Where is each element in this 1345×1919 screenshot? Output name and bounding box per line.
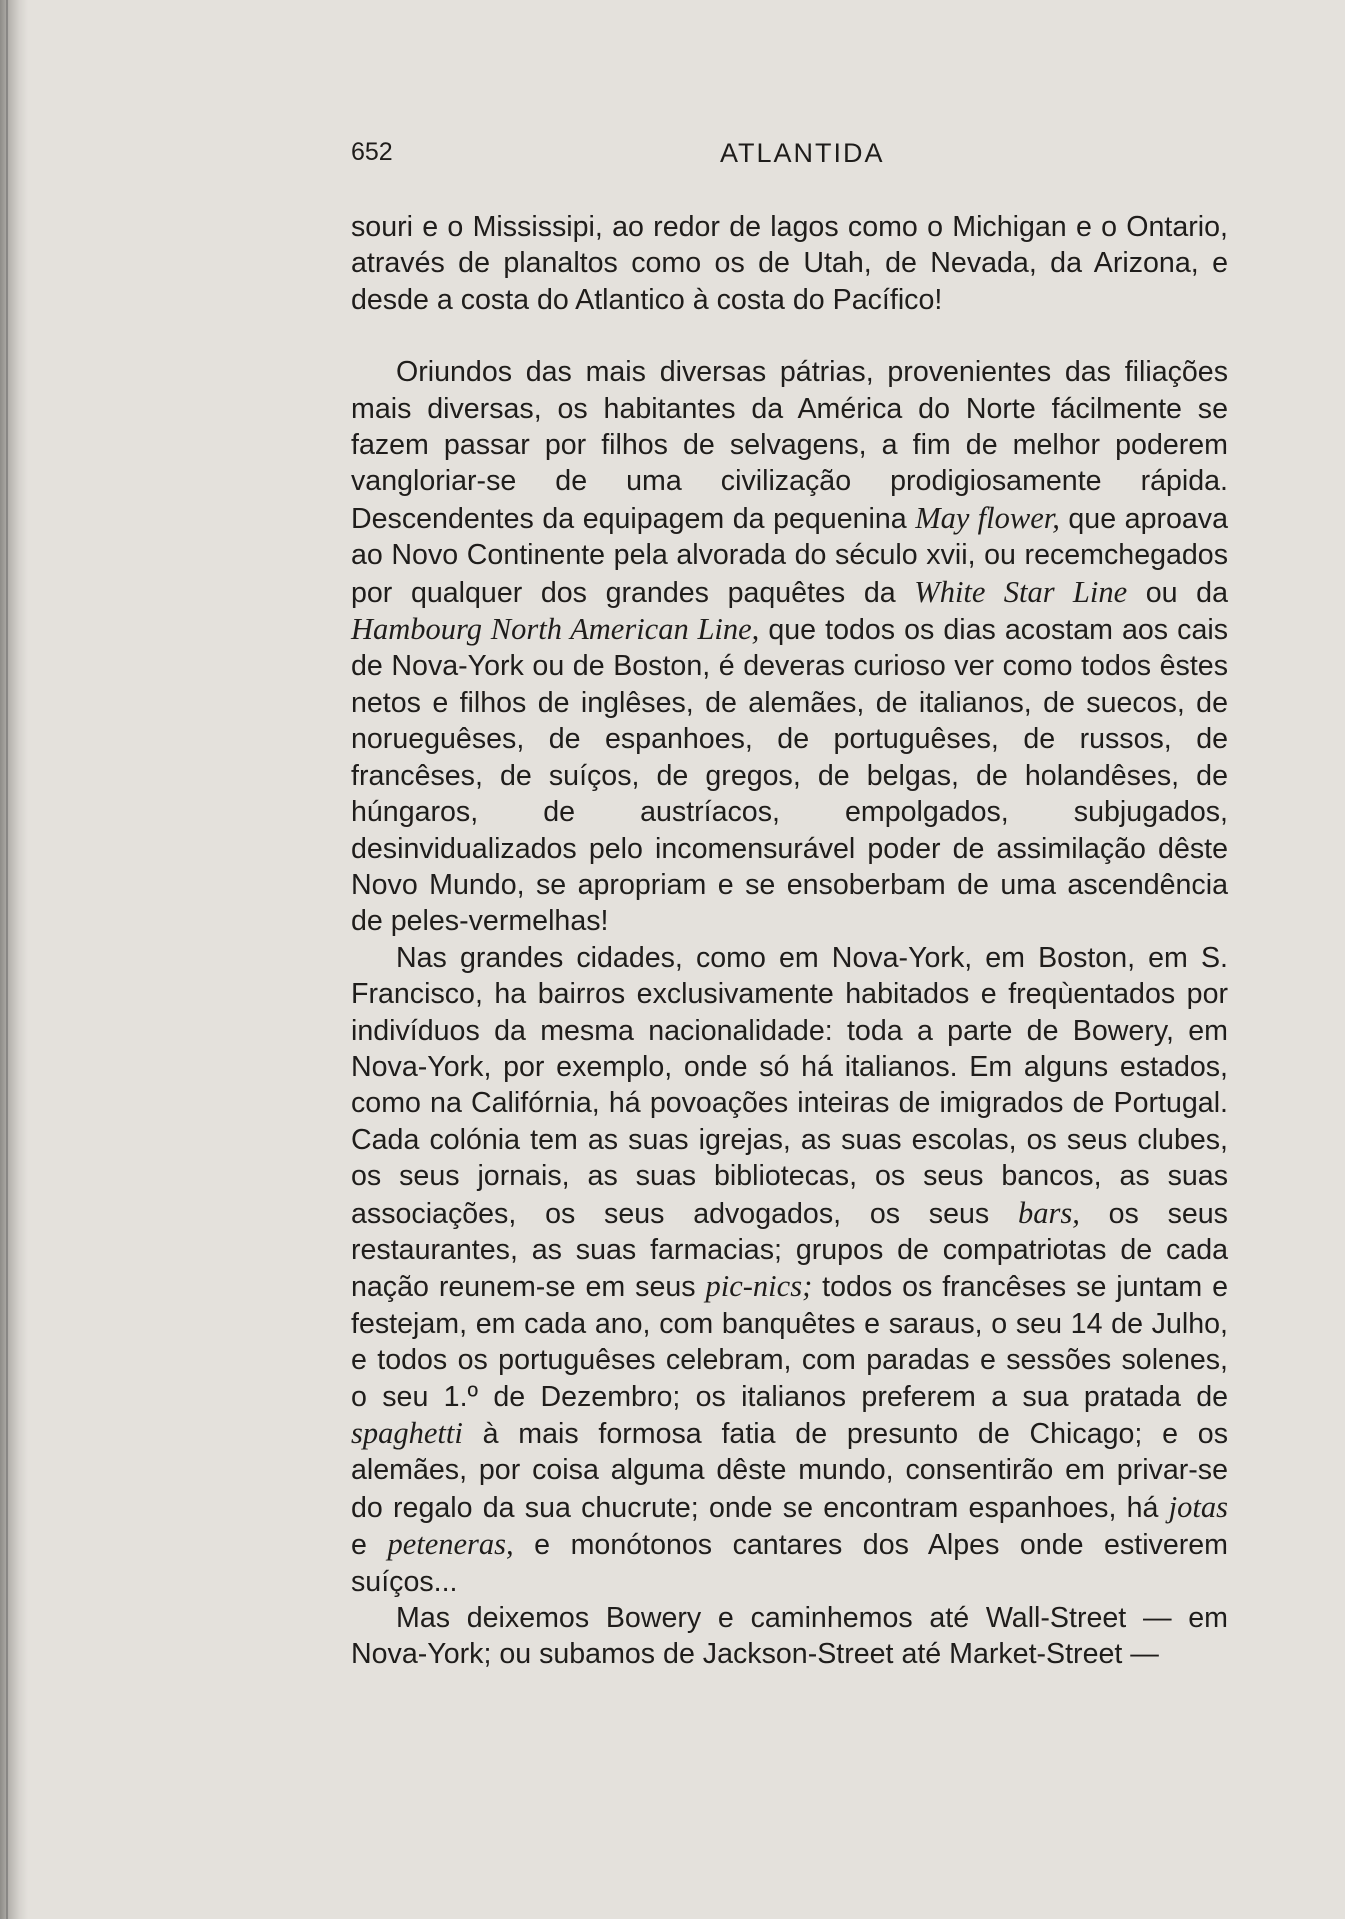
body-text — [351, 209, 1228, 1673]
italic-term: pic-nics; — [705, 1269, 813, 1304]
page-header — [351, 138, 1231, 178]
text-segment: que aproava ao Novo Continente pela alvorada do século xvii, ou recemchegados por qualquer dos grandes paquêtes da — [351, 502, 1228, 609]
text-segment: ou da — [1127, 576, 1228, 609]
paragraph-4 — [351, 1600, 1228, 1673]
binding-shadow-line — [6, 0, 8, 1919]
paragraph-3 — [351, 940, 1228, 1600]
running-title: ATLANTIDA — [720, 138, 885, 168]
italic-shipping-line: Hambourg North American Line, — [351, 612, 760, 647]
text-segment: todos os francêses se juntam e festejam, em cada ano, com banquêtes e saraus, o seu 14 de Julho, e todos os portuguêses celebram, com paradas e sessões solenes, o seu 1.º de Dezembro; os italianos preferem a sua pratada de — [351, 1271, 1228, 1413]
text-segment: e monótonos cantares dos Alpes onde estiverem suíços... — [351, 1529, 1228, 1598]
italic-term: jotas — [1168, 1489, 1228, 1524]
text-segment: Oriundos das mais diversas pátrias, provenientes das filiações mais diversas, os habitantes da América do Norte fácilmente se fazem passar por filhos de selvagens, a fim de melhor poderem vangloriar-se de uma civilização prodigiosamente rápida. Descendentes da equipagem da pequenina — [351, 356, 1228, 535]
text-segment: souri e o Mississipi, ao redor de lagos como o Michigan e o Ontario, através de planaltos como os de Utah, de Nevada, da Arizona, e desde a costa do Atlantico à costa do Pacífico! — [351, 211, 1228, 316]
page-number: 652 — [351, 138, 393, 166]
book-binding-edge — [0, 0, 28, 1919]
paragraph-2 — [351, 354, 1228, 940]
italic-shipping-line: White Star Line — [914, 574, 1128, 609]
text-segment: à mais formosa fatia de presunto de Chicago; e os alemães, por coisa alguma dêste mundo, consentirão em privar-se do regalo da sua chucrute; onde se encontram espanhoes, há — [351, 1418, 1228, 1524]
paragraph-1 — [351, 209, 1228, 318]
text-segment: os seus restaurantes, as suas farmacias; grupos de compatriotas de cada nação reunem-se em seus — [351, 1197, 1228, 1304]
italic-term: spaghetti — [351, 1416, 463, 1450]
text-segment: e — [351, 1529, 388, 1562]
text-segment: Nas grandes cidades, como em Nova-York, em Boston, em S. Francisco, ha bairros exclusivamente habitados e freqùentados por indivíduos da mesma nacionalidade: toda a parte de Bowery, em Nova-York, por exemplo, onde só há italianos. Em alguns estados, como na Califórnia, há povoações inteiras de imigrados de Portugal. Cada colónia tem as suas igrejas, as suas escolas, os seus clubes, os seus jornais, as suas bibliotecas, os seus bancos, as suas associações, os seus advogados, os seus — [351, 941, 1228, 1230]
italic-ship-name: May flower, — [915, 500, 1060, 535]
text-segment: que todos os dias acostam aos cais de Nova-York ou de Boston, é deveras curioso ver como todos êstes netos e filhos de inglêses, de alemães, de italianos, de suecos, de norueguêses, de espanhoes, de portuguêses, de russos, de francêses, de suíços, de gregos, de belgas, de holandêses, de húngaros, de austríacos, empolgados, subjugados, desinvidualizados pelo incomensurável poder de assimilação dêste Novo Mundo, se apropriam e se ensoberbam de uma ascendência de peles-vermelhas! — [351, 614, 1229, 938]
italic-term: peteneras, — [387, 1527, 514, 1562]
text-segment: Mas deixemos Bowery e caminhemos até Wall-Street — em Nova-York; ou subamos de Jackson-Street até Market-Street — — [351, 1602, 1228, 1671]
italic-term: bars, — [1017, 1195, 1080, 1230]
